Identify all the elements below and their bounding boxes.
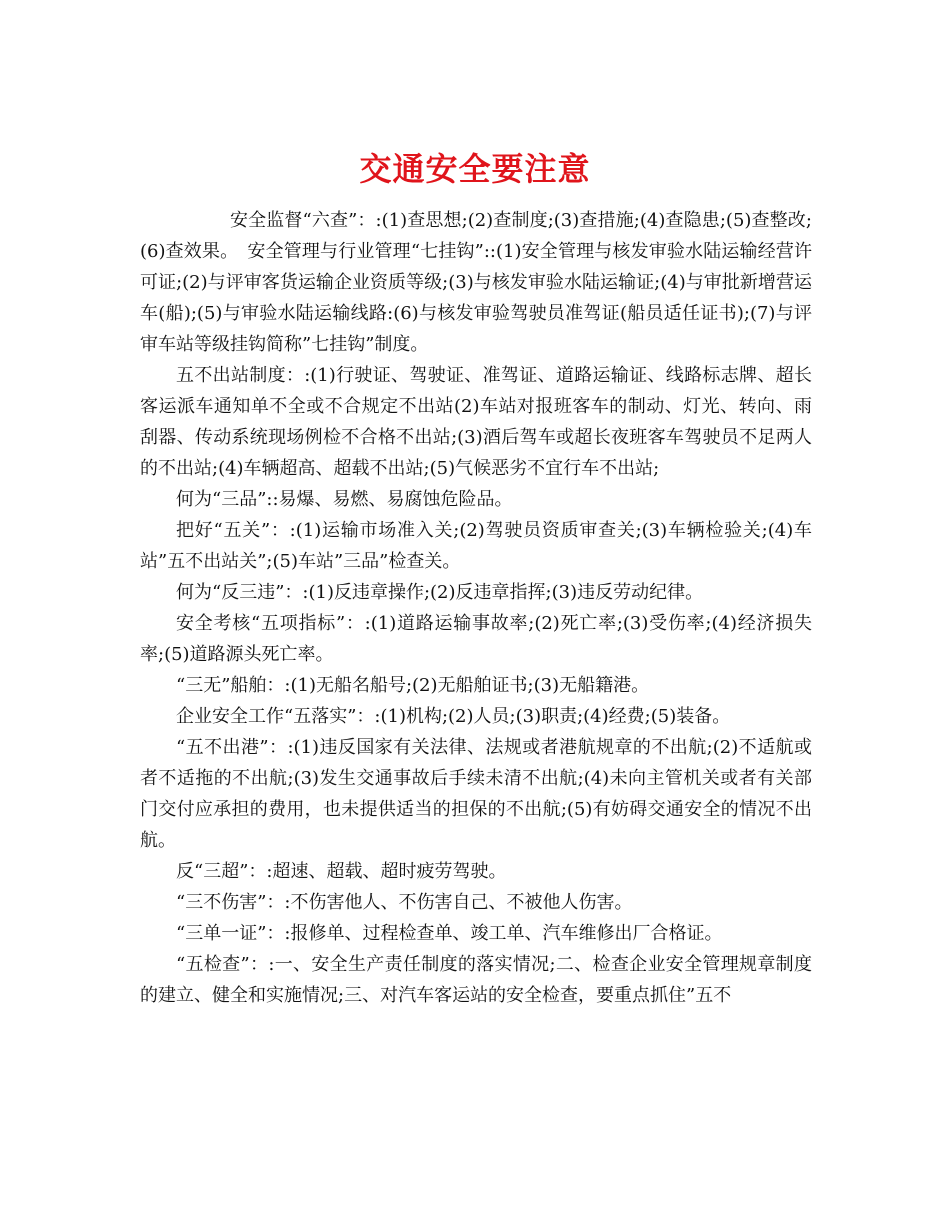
paragraph-three-no-ships: “三无”船舶：:(1)无船名船号;(2)无船舶证书;(3)无船籍港。 <box>176 675 650 696</box>
paragraph-five-gates: 把好“五关”：:(1)运输市场准入关;(2)驾驶员资质审查关;(3)车辆检验关;(4)车站”五不出站关”;(5)车站”三品”检查关。 <box>140 520 812 572</box>
paragraph-three-goods: 何为“三品”::易爆、易燃、易腐蚀危险品。 <box>176 489 513 510</box>
paragraph-three-forms-one-cert: “三单一证”：:报修单、过程检查单、竣工单、汽车维修出厂合格证。 <box>176 923 723 944</box>
paragraph-three-no-harm: “三不伤害”：:不伤害他人、不伤害自己、不被他人伤害。 <box>176 892 633 913</box>
paragraph-five-indicators: 安全考核“五项指标”：:(1)道路运输事故率;(2)死亡率;(3)受伤率;(4)经济损失率;(5)道路源头死亡率。 <box>140 613 812 665</box>
paragraph-five-no-departure: 五不出站制度：:(1)行驶证、驾驶证、准驾证、道路运输证、线路标志牌、超长客运派车通知单不全或不合规定不出站(2)车站对报班客车的制动、灯光、转向、雨刮器、传动系统现场例检不合格不出站;(3)酒后驾车或超长夜班客车驾驶员不足两人的不出站;(4)车辆超高、超载不出站;(5)气候恶劣不宜行车不出站; <box>140 365 812 479</box>
page-title: 交通安全要注意 <box>359 150 591 189</box>
paragraph-anti-three-excess: 反“三超”：:超速、超载、超时疲劳驾驶。 <box>176 861 507 882</box>
paragraph-five-implementations: 企业安全工作“五落实”：:(1)机构;(2)人员;(3)职责;(4)经费;(5)装备。 <box>176 706 731 727</box>
paragraph-five-inspections: “五检查”：:一、安全生产责任制度的落实情况;二、检查企业安全管理规章制度的建立、健全和实施情况;三、对汽车客运站的安全检查，要重点抓住”五不 <box>140 954 812 1006</box>
paragraph-anti-three-violations: 何为“反三违”：:(1)反违章操作;(2)反违章指挥;(3)违反劳动纪律。 <box>176 582 704 603</box>
document-body <box>140 205 812 1011</box>
paragraph-six-checks: 安全监督“六查”：:(1)查思想;(2)查制度;(3)查措施;(4)查隐患;(5)查整改;(6)查效果。 安全管理与行业管理“七挂钩”::(1)安全管理与核发审验水陆运输经营许可证;(2)与评审客货运输企业资质等级;(3)与核发审验水陆运输证;(4)与审批新增营运车(船);(5)与审验水陆运输线路:(6)与核发审验驾驶员准驾证(船员适任证书);(7)与评审车站等级挂钩简称”七挂钩”制度。 <box>140 210 812 355</box>
paragraph-five-no-sailing: “五不出港”：:(1)违反国家有关法律、法规或者港航规章的不出航;(2)不适航或者不适拖的不出航;(3)发生交通事故后手续未清不出航;(4)未向主管机关或者有关部门交付应承担的费用，也未提供适当的担保的不出航;(5)有妨碍交通安全的情况不出航。 <box>140 737 812 851</box>
